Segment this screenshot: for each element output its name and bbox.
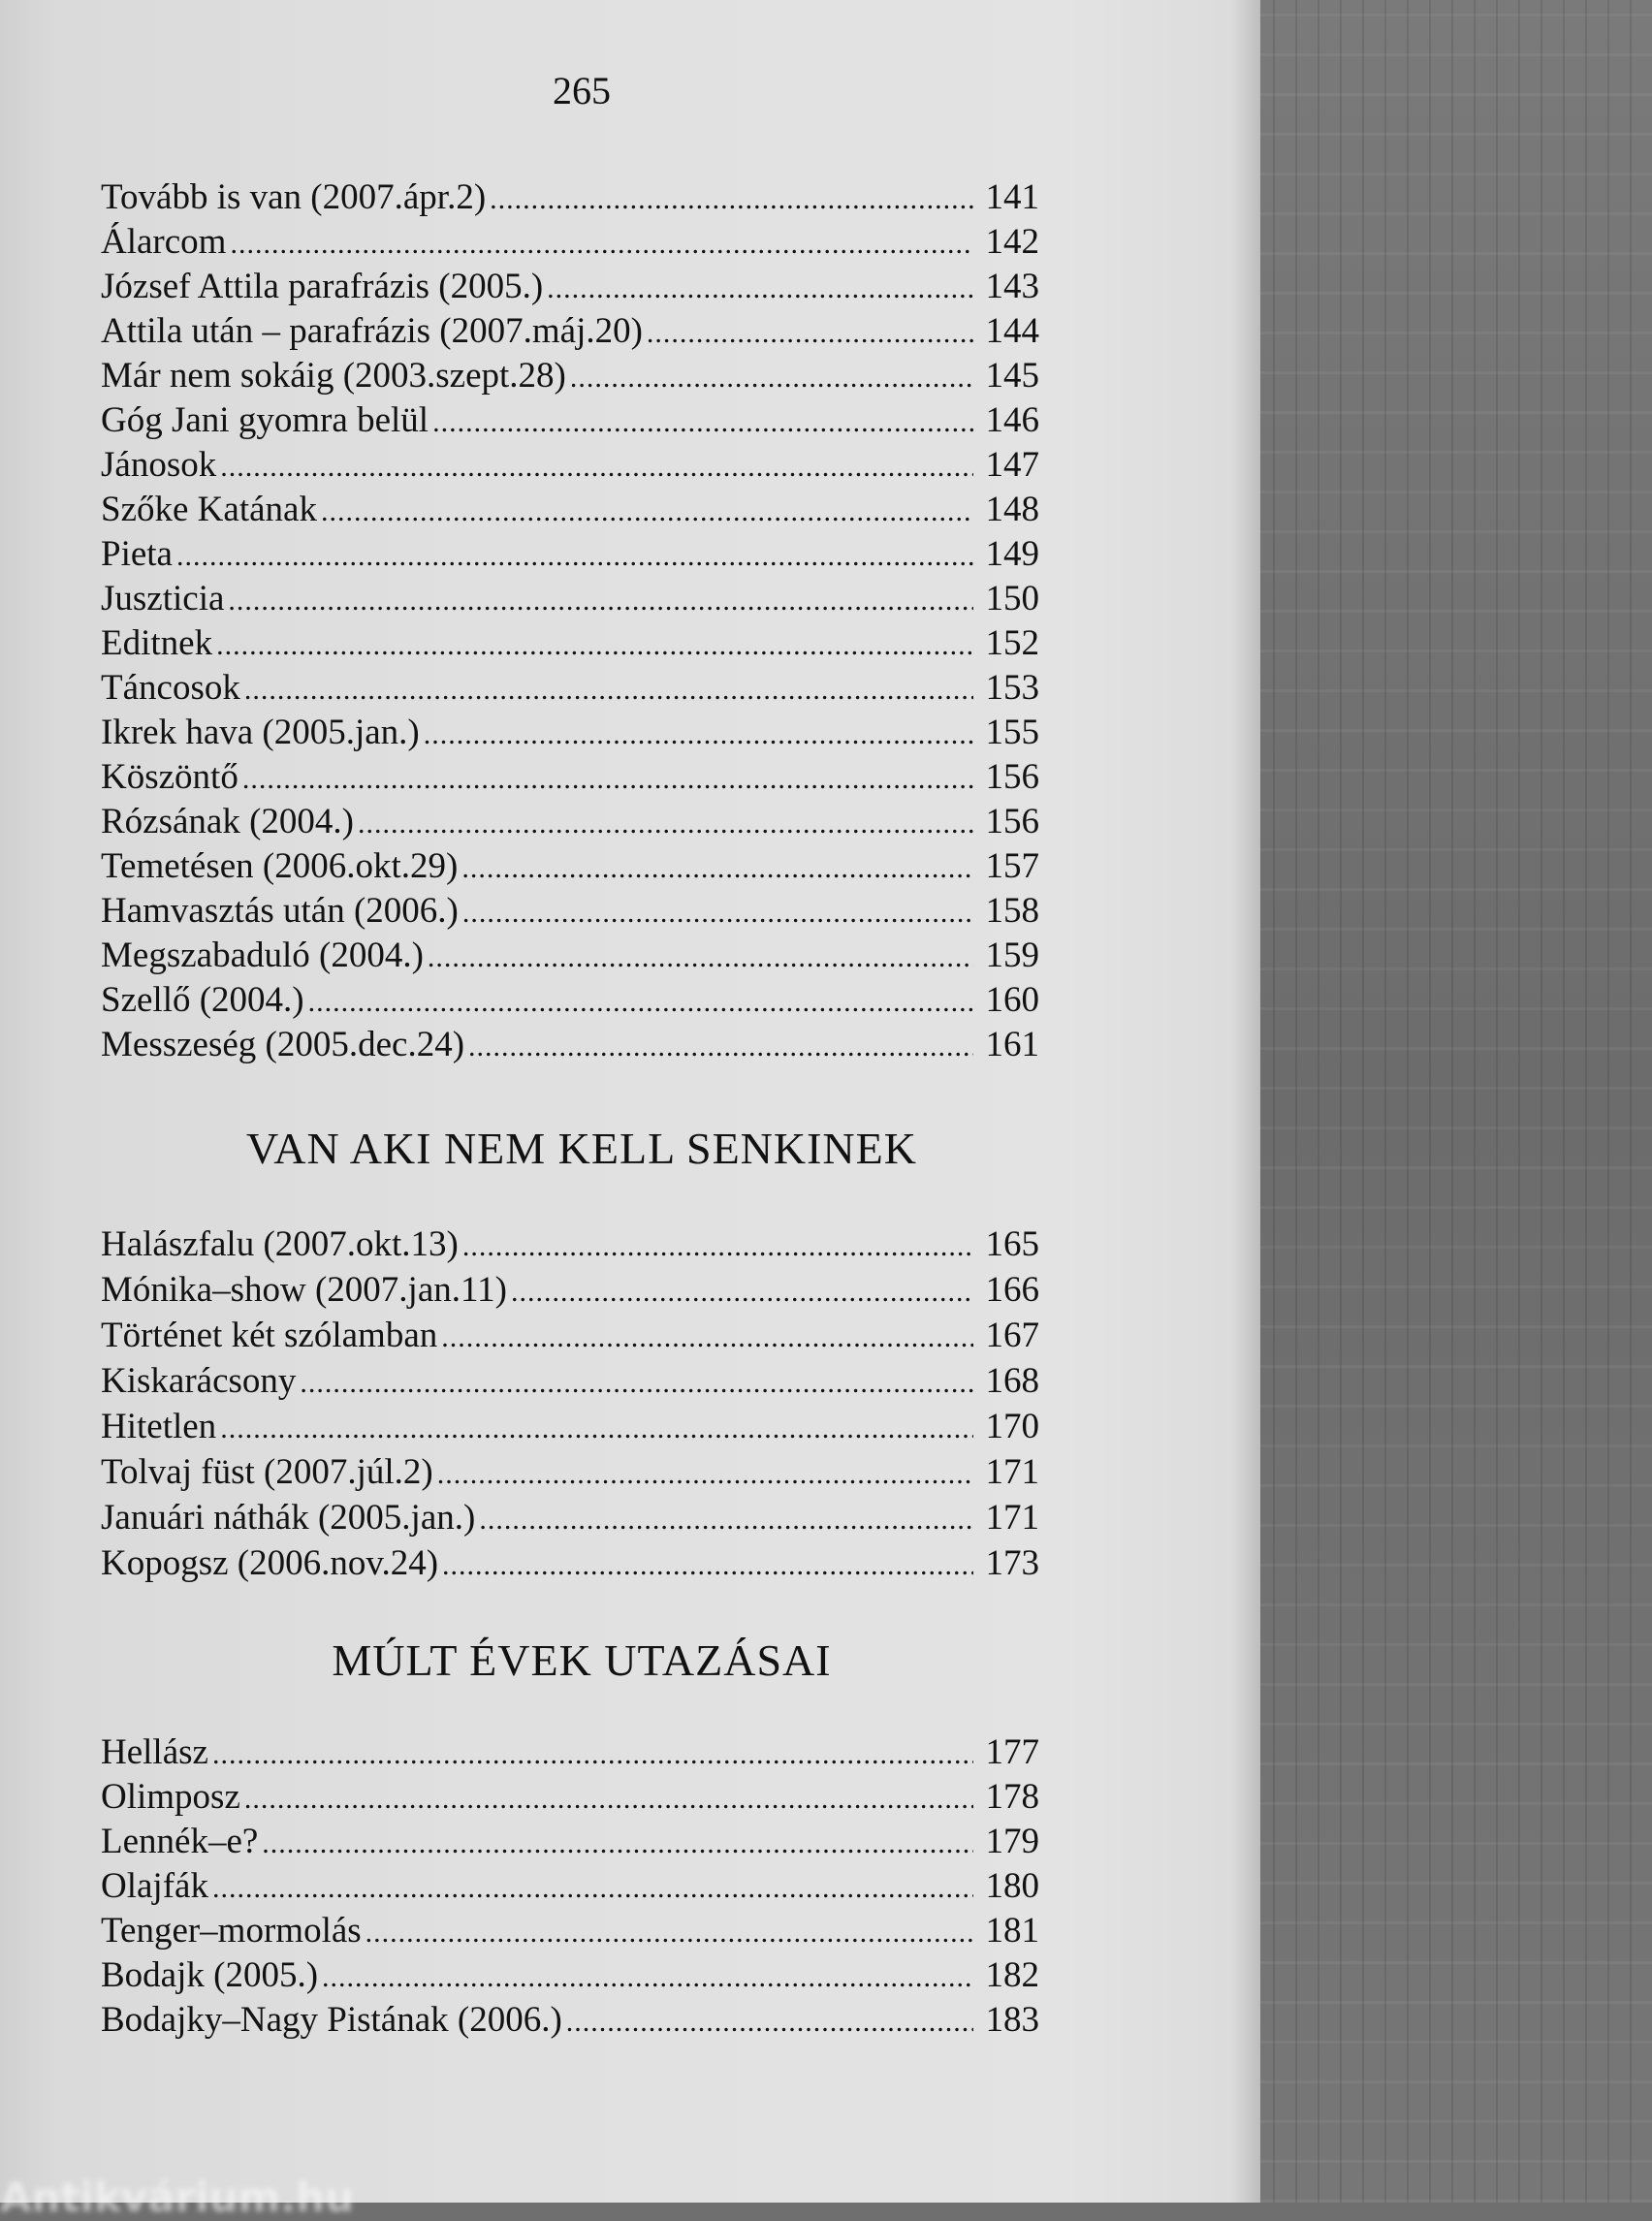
toc-entry-title: Olimposz [101,1777,240,1817]
dot-leader [365,1917,973,1950]
toc-entry [101,355,1039,397]
toc-entry-title: Rózsának (2004.) [101,802,354,841]
toc-entry-title: Tenger–mormolás [101,1911,362,1951]
toc-entry-page: 178 [985,1777,1039,1817]
toc-entry-title: Köszöntő [101,757,238,797]
dot-leader [244,1783,973,1816]
toc-entry-title: Szellő (2004.) [101,980,304,1020]
toc-entry-title: Olajfák [101,1866,208,1906]
toc-entry-page: 142 [985,222,1039,262]
toc-entry [101,489,1039,531]
toc-entry-title: Már nem sokáig (2003.szept.28) [101,356,566,396]
toc-entry-page: 170 [985,1407,1039,1446]
toc-entry-title: Álarcom [101,222,227,262]
dot-leader [358,808,973,841]
toc-entry-page: 141 [985,177,1039,217]
toc-entry [101,1865,1039,1908]
toc-entry [101,1223,1039,1266]
toc-entry [101,221,1039,264]
dot-leader [437,1458,973,1491]
section-heading: MÚLT ÉVEK UTAZÁSAI [332,1635,832,1685]
toc-entry [101,1910,1039,1952]
section-heading: VAN AKI NEM KELL SENKINEK [246,1124,917,1173]
toc-entry [101,979,1039,1022]
toc-entry [101,1542,1039,1585]
dot-leader [244,674,973,707]
toc-entry-title: Tolvaj füst (2007.júl.2) [101,1452,433,1492]
toc-entry-title: Messzeség (2005.dec.24) [101,1025,465,1064]
toc-entry [101,310,1039,353]
toc-entry-page: 149 [985,534,1039,574]
toc-entry-title: Editnek [101,623,213,663]
dot-leader [216,629,973,662]
toc-entry-page: 182 [985,1955,1039,1995]
toc-entry-page: 171 [985,1452,1039,1492]
dot-leader [511,1276,973,1309]
toc-entry-title: Halászfalu (2007.okt.13) [101,1224,459,1264]
toc-entry-page: 150 [985,579,1039,619]
toc-entry [101,845,1039,888]
toc-entry-page: 148 [985,490,1039,529]
dot-leader [424,718,973,751]
dot-leader [547,272,973,305]
toc-entry [101,1024,1039,1066]
toc-entry-page: 157 [985,846,1039,886]
toc-entry-title: Hamvasztás után (2006.) [101,891,459,931]
toc-entry [101,667,1039,710]
toc-entry [101,533,1039,576]
toc-entry [101,399,1039,442]
toc-entry-page: 183 [985,2000,1039,2040]
toc-entry-title: Lennék–e? [101,1822,259,1861]
toc-entry-page: 171 [985,1498,1039,1538]
dot-leader [647,317,973,350]
toc-entry [101,1269,1039,1312]
dot-leader [432,406,973,439]
toc-entry [101,1821,1039,1863]
toc-entry [101,1451,1039,1494]
toc-entry-title: Temetésen (2006.okt.29) [101,846,459,886]
toc-entry-title: Hellász [101,1732,208,1772]
toc-entry [101,712,1039,754]
toc-entry-title: Szőke Katának [101,490,317,529]
toc-entry-page: 155 [985,713,1039,752]
toc-entry [101,1731,1039,1774]
toc-entry-page: 147 [985,445,1039,485]
dot-leader [212,1872,973,1905]
dot-leader [479,1504,973,1537]
toc-entry-title: Bodajky–Nagy Pistának (2006.) [101,2000,562,2040]
dot-leader [220,451,973,484]
toc-entry-page: 156 [985,802,1039,841]
dot-leader [468,1031,973,1063]
dot-leader [220,1412,973,1445]
toc-entry-page: 159 [985,936,1039,975]
toc-entry [101,935,1039,977]
dot-leader [212,1738,973,1771]
dot-leader [428,941,973,974]
dot-leader [570,362,973,395]
dot-leader [242,763,973,796]
watermark: Antikvárium.hu [0,2173,355,2221]
dot-leader [308,986,973,1019]
toc-entry [101,890,1039,933]
toc-entry-title: Történet két szólamban [101,1316,438,1355]
toc-entry-title: Pieta [101,534,173,574]
toc-entry [101,1497,1039,1539]
dot-leader [300,1367,973,1400]
toc-entry-title: Mónika–show (2007.jan.11) [101,1270,507,1310]
dot-leader [322,1961,973,1994]
toc-entry-page: 168 [985,1361,1039,1401]
toc-entry-title: Ikrek hava (2005.jan.) [101,713,420,752]
dot-leader [262,1827,973,1860]
dot-leader [462,897,973,930]
toc-entry [101,1954,1039,1997]
toc-entry [101,176,1039,219]
dot-leader [441,1321,973,1354]
toc-entry-page: 146 [985,400,1039,440]
toc-entry-title: Táncosok [101,668,240,708]
dot-leader [461,852,973,885]
toc-entry-title: József Attila parafrázis (2005.) [101,267,544,306]
toc-entry [101,578,1039,620]
toc-entry-page: 158 [985,891,1039,931]
toc-entry-page: 181 [985,1911,1039,1951]
toc-entry-page: 179 [985,1822,1039,1861]
toc-entry-page: 152 [985,623,1039,663]
dot-leader [230,228,973,261]
toc-entry-title: Góg Jani gyomra belül [101,400,429,440]
toc-entry-page: 160 [985,980,1039,1020]
page-number: 265 [553,69,611,112]
toc-entry [101,1776,1039,1819]
toc-entry-title: Attila után – parafrázis (2007.máj.20) [101,311,643,351]
toc-entry [101,1999,1039,2042]
toc-entry [101,622,1039,665]
toc-entry-page: 161 [985,1025,1039,1064]
dot-leader [566,2006,973,2039]
toc-entry [101,444,1039,487]
toc-entry [101,1360,1039,1403]
dot-leader [442,1549,973,1582]
toc-entry-page: 144 [985,311,1039,351]
toc-entry [101,1406,1039,1448]
toc-entry-title: Kiskarácsony [101,1361,297,1401]
toc-entry-page: 173 [985,1543,1039,1583]
dot-leader [490,183,973,216]
toc-entry-title: Kopogsz (2006.nov.24) [101,1543,439,1583]
toc-entry-page: 167 [985,1316,1039,1355]
toc-entry-title: Hitetlen [101,1407,217,1446]
toc-entry-page: 166 [985,1270,1039,1310]
toc-entry-page: 153 [985,668,1039,708]
toc-entry [101,266,1039,308]
toc-entry-page: 145 [985,356,1039,396]
dot-leader [321,495,973,528]
toc-entry-page: 143 [985,267,1039,306]
dot-leader [462,1230,973,1263]
toc-entry-title: Jánosok [101,445,217,485]
toc-entry-title: Bodajk (2005.) [101,1955,319,1995]
toc-entry [101,756,1039,799]
toc-entry-page: 156 [985,757,1039,797]
dot-leader [228,585,973,618]
toc-entry [101,1315,1039,1357]
toc-entry-page: 177 [985,1732,1039,1772]
toc-entry-title: Megszabaduló (2004.) [101,936,424,975]
toc-entry-title: Tovább is van (2007.ápr.2) [101,177,487,217]
background-surface [1251,0,1652,2203]
toc-entry-title: Januári náthák (2005.jan.) [101,1498,476,1538]
dot-leader [176,540,973,573]
toc-entry [101,801,1039,843]
toc-entry-title: Juszticia [101,579,225,619]
toc-entry-page: 180 [985,1866,1039,1906]
toc-entry-page: 165 [985,1224,1039,1264]
